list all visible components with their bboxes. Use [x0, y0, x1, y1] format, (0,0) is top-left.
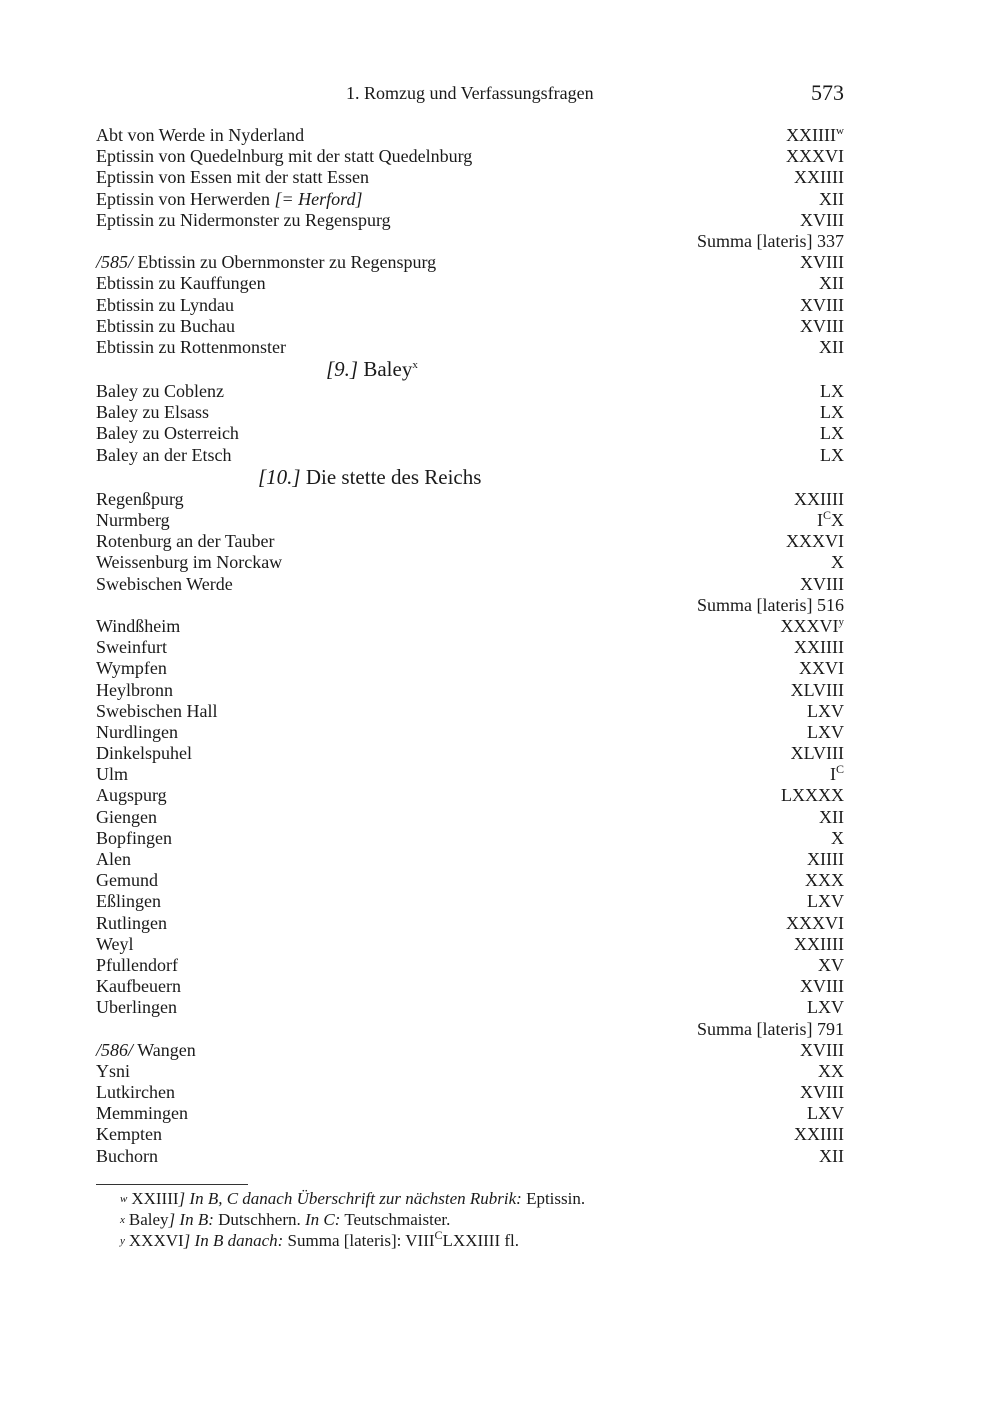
- list-item: [96, 445, 844, 466]
- footnote-apparatus: ] In B danach:: [183, 1231, 284, 1250]
- list-item: [96, 423, 844, 444]
- contribution-list: [96, 125, 844, 1167]
- item-label: Eptissin von Essen mit der statt Essen: [96, 167, 369, 188]
- value-text: X: [831, 827, 844, 848]
- list-item: [96, 252, 844, 273]
- item-label: Swebischen Hall: [96, 700, 218, 721]
- value-text: XXXVI: [786, 531, 844, 552]
- item-value: [819, 189, 844, 210]
- value-text: LXV: [807, 891, 844, 912]
- item-label: Wympfen: [96, 658, 167, 679]
- value-text: XVIII: [800, 315, 844, 336]
- item-name: [96, 997, 177, 1017]
- value-text: XVIII: [800, 976, 844, 997]
- item-value: [791, 743, 844, 764]
- footnote-ref: y: [838, 615, 844, 628]
- list-item: [96, 489, 844, 510]
- item-label: Dinkelspuhel: [96, 743, 192, 764]
- value-text: XXVI: [799, 658, 844, 679]
- item-value: [794, 637, 844, 658]
- item-name: [96, 489, 184, 509]
- value-superscript: C: [835, 762, 844, 777]
- item-label: Pfullendorf: [96, 954, 178, 975]
- value-text: LX: [820, 423, 844, 444]
- item-label: Ebtissin zu Rottenmonster: [96, 336, 286, 357]
- item-value: [807, 849, 844, 870]
- item-label: Nurmberg: [96, 510, 170, 530]
- section-title: Baley: [358, 357, 413, 382]
- item-name: [96, 1103, 188, 1123]
- list-item: [96, 616, 844, 637]
- item-label: Augspurg: [96, 785, 167, 806]
- list-item: [96, 510, 844, 531]
- value-text: LXXXX: [781, 785, 844, 806]
- value-text: XXIIII: [794, 167, 844, 188]
- list-item: [96, 764, 844, 785]
- item-value: [817, 510, 844, 531]
- item-label: Eptissin von Herwerden: [96, 188, 270, 209]
- list-item: [96, 167, 844, 188]
- list-item: [96, 680, 844, 701]
- running-header: [96, 80, 844, 106]
- item-value: [786, 913, 844, 934]
- item-value: [819, 807, 844, 828]
- item-name: [96, 402, 209, 422]
- item-name: [96, 316, 235, 336]
- item-value: [818, 1061, 844, 1082]
- list-item: [96, 273, 844, 294]
- item-name: [96, 531, 275, 551]
- item-name: [96, 701, 217, 721]
- item-name: [96, 849, 131, 869]
- item-name: [96, 658, 167, 678]
- page-reference: /586/: [96, 1039, 134, 1060]
- list-item: [96, 976, 844, 997]
- item-label: Ebtissin zu Buchau: [96, 315, 235, 336]
- item-value: [800, 574, 844, 595]
- item-label: Wangen: [133, 1039, 196, 1060]
- value-text: XLVIII: [790, 743, 844, 764]
- value-text: LXV: [807, 997, 844, 1018]
- item-label: Rutlingen: [96, 912, 167, 933]
- footnote-lemma: XXXVI: [128, 1231, 184, 1250]
- item-name: [96, 445, 231, 465]
- footnote-apparatus-2: In C:: [305, 1210, 341, 1229]
- footnote-ref: w: [836, 125, 844, 137]
- value-text: XVIII: [800, 294, 844, 315]
- item-label: Baley zu Osterreich: [96, 423, 239, 444]
- value-text: XXXVI: [786, 146, 844, 167]
- value-text: LX: [820, 444, 844, 465]
- item-name: [96, 637, 167, 657]
- section-heading: [96, 466, 844, 489]
- item-name: [96, 1146, 158, 1166]
- value-text: I: [829, 764, 836, 785]
- section-heading: [96, 358, 844, 381]
- value-text: LXV: [807, 700, 844, 721]
- item-value: [794, 167, 844, 188]
- item-label: Baley an der Etsch: [96, 444, 232, 465]
- item-label: Giengen: [96, 806, 157, 827]
- list-item: [96, 1124, 844, 1145]
- item-value: [800, 252, 844, 273]
- item-value: [800, 210, 844, 231]
- item-label: Eptissin zu Nidermonster zu Regenspurg: [96, 209, 391, 230]
- value-text: XX: [818, 1060, 844, 1081]
- item-label: Baley zu Elsass: [96, 402, 209, 423]
- list-item: [96, 955, 844, 976]
- footnote-text: Summa [lateris]: VIII: [283, 1231, 435, 1250]
- running-title: 1. Romzug und Verfassungsfragen: [346, 83, 594, 103]
- item-value: [781, 785, 844, 806]
- item-label: Baley zu Coblenz: [96, 381, 224, 402]
- item-label: Ebtissin zu Obernmonster zu Regenspurg: [133, 252, 437, 273]
- list-item: [96, 785, 844, 806]
- item-value: [831, 828, 844, 849]
- item-label: Heylbronn: [96, 679, 173, 700]
- list-item: [96, 849, 844, 870]
- list-item: [96, 316, 844, 337]
- item-value: [800, 295, 844, 316]
- item-label: Lutkirchen: [96, 1082, 175, 1103]
- item-name: [96, 273, 266, 293]
- item-label: Ulm: [96, 764, 129, 785]
- footnote-x: [120, 1209, 820, 1230]
- item-name: [96, 913, 167, 933]
- item-value: [781, 616, 845, 637]
- item-label: Sweinfurt: [96, 637, 167, 658]
- value-text: I: [816, 510, 823, 530]
- list-item: [96, 210, 844, 231]
- value-text: XXXVI: [780, 615, 839, 636]
- page-sum: Summa [lateris] 791: [697, 1018, 844, 1039]
- item-label: Uberlingen: [96, 997, 177, 1018]
- footnote-text: Eptissin.: [521, 1189, 586, 1208]
- footnote-text: Dutschhern.: [213, 1210, 305, 1229]
- item-label: Rotenburg an der Tauber: [96, 531, 275, 552]
- value-text: XXIIII: [794, 488, 844, 509]
- item-label: Weissenburg im Norckaw: [96, 552, 283, 573]
- value-text: XIIII: [807, 849, 844, 869]
- list-item: [96, 828, 844, 849]
- list-item: [96, 913, 844, 934]
- list-item: [96, 997, 844, 1018]
- editorial-note: [= Herford]: [269, 188, 363, 209]
- item-label: Eßlingen: [96, 891, 161, 912]
- footnote-y: [120, 1230, 820, 1251]
- item-name: [96, 337, 286, 357]
- value-text: XVIII: [800, 209, 844, 230]
- item-label: Alen: [96, 849, 131, 869]
- item-name: [96, 1124, 162, 1144]
- item-label: Windßheim: [96, 615, 181, 636]
- item-label: Gemund: [96, 870, 158, 891]
- item-value: [820, 445, 844, 466]
- item-label: Eptissin von Quedelnburg mit der statt Quedelnburg: [96, 146, 473, 167]
- item-label: Ysni: [96, 1060, 131, 1081]
- list-item: [96, 295, 844, 316]
- item-value: [819, 337, 844, 358]
- item-label: Ebtissin zu Lyndau: [96, 294, 234, 315]
- item-name: [96, 870, 158, 890]
- item-name: [96, 680, 173, 700]
- item-name: [96, 189, 362, 209]
- value-text: LX: [820, 381, 844, 402]
- value-text-after: X: [831, 510, 844, 530]
- item-value: [786, 146, 844, 167]
- item-name: [96, 1040, 196, 1060]
- item-value: [800, 1040, 844, 1061]
- list-item: [96, 891, 844, 912]
- value-superscript: C: [822, 508, 831, 522]
- footnote-ref: x: [412, 359, 418, 372]
- item-value: [800, 1082, 844, 1103]
- list-item: [96, 1146, 844, 1167]
- item-value: [820, 381, 844, 402]
- list-item: [96, 870, 844, 891]
- list-item: [96, 743, 844, 764]
- footnote-lemma: Baley: [128, 1210, 169, 1229]
- item-name: [96, 828, 172, 848]
- item-label: Abt von Werde in Nyderland: [96, 125, 305, 145]
- item-label: Bopfingen: [96, 827, 172, 848]
- footnotes: [120, 1188, 820, 1251]
- item-label: Weyl: [96, 933, 134, 954]
- section-number: [10.]: [258, 464, 301, 489]
- list-item: [96, 658, 844, 679]
- footnote-w: [120, 1188, 820, 1209]
- value-text: XII: [819, 273, 844, 294]
- footnote-superscript: C: [434, 1228, 443, 1242]
- item-name: [96, 146, 472, 166]
- item-value: [830, 764, 844, 785]
- item-name: [96, 1082, 175, 1102]
- item-name: [96, 807, 157, 827]
- item-label: Swebischen Werde: [96, 573, 233, 594]
- value-text: LXV: [807, 1103, 844, 1124]
- item-value: [800, 976, 844, 997]
- value-text: XXIIII: [786, 125, 837, 145]
- item-name: [96, 616, 180, 636]
- page-number: 573: [811, 80, 844, 105]
- list-item: [96, 146, 844, 167]
- value-text: XII: [819, 1145, 844, 1166]
- list-item: [96, 637, 844, 658]
- item-value: [807, 891, 844, 912]
- list-item: [96, 574, 844, 595]
- item-value: [794, 489, 844, 510]
- item-name: [96, 423, 239, 443]
- item-value: [818, 955, 844, 976]
- list-item: [96, 402, 844, 423]
- list-item: [96, 701, 844, 722]
- value-text: XII: [819, 188, 844, 209]
- item-value: [786, 531, 844, 552]
- value-text: XXIIII: [794, 637, 844, 658]
- item-value: [820, 402, 844, 423]
- item-label: Kaufbeuern: [96, 976, 181, 997]
- value-text: LXV: [807, 721, 844, 742]
- item-name: [96, 552, 282, 572]
- item-name: [96, 764, 128, 784]
- value-text: XVIII: [800, 573, 844, 594]
- page-reference: /585/: [96, 252, 134, 273]
- item-label: Ebtissin zu Kauffungen: [96, 273, 266, 294]
- item-name: [96, 891, 161, 911]
- list-item: [96, 1082, 844, 1103]
- list-item: [96, 125, 844, 146]
- footnote-apparatus: ] In B:: [168, 1210, 214, 1229]
- item-value: [794, 1124, 844, 1145]
- item-name: [96, 955, 178, 975]
- item-label: Buchorn: [96, 1145, 158, 1166]
- item-value: [807, 997, 844, 1018]
- item-value: [807, 722, 844, 743]
- item-value: [799, 658, 844, 679]
- item-value: [807, 1103, 844, 1124]
- page-sum: Summa [lateris] 516: [697, 594, 844, 615]
- item-label: Nurdlingen: [96, 721, 178, 742]
- list-item: [96, 337, 844, 358]
- item-value: [807, 701, 844, 722]
- item-name: [96, 722, 178, 742]
- footnote-marker: x: [120, 1214, 125, 1226]
- value-text: XII: [819, 336, 844, 357]
- value-text: XVIII: [800, 1082, 844, 1103]
- value-text: XV: [818, 954, 844, 975]
- item-name: [96, 743, 192, 763]
- footnote-rule: [96, 1184, 248, 1185]
- list-item: [96, 1040, 844, 1061]
- footnote-lemma: XXIIII: [131, 1189, 179, 1208]
- footnote-marker: w: [120, 1193, 128, 1205]
- item-name: [96, 510, 170, 530]
- item-value: [794, 934, 844, 955]
- item-value: [820, 423, 844, 444]
- item-value: [800, 316, 844, 337]
- item-value: [831, 552, 844, 573]
- list-item: [96, 1103, 844, 1124]
- item-value: [819, 1146, 844, 1167]
- value-text: XXXVI: [786, 912, 844, 933]
- item-label: Kempten: [96, 1124, 162, 1145]
- value-text: XVIII: [800, 1039, 844, 1060]
- footnote-apparatus: ] In B, C danach Überschrift zur nächsten Rubrik:: [178, 1189, 522, 1208]
- value-text: XVIII: [800, 252, 844, 273]
- list-item: [96, 552, 844, 573]
- item-name: [96, 210, 391, 230]
- item-value: [805, 870, 844, 891]
- item-label: Memmingen: [96, 1103, 188, 1124]
- list-item: [96, 934, 844, 955]
- list-item: [96, 381, 844, 402]
- item-value: [819, 273, 844, 294]
- value-text: XXX: [805, 870, 844, 891]
- list-item: [96, 722, 844, 743]
- item-name: [96, 295, 234, 315]
- item-name: [96, 785, 167, 805]
- item-value: [786, 125, 844, 146]
- value-text: XII: [819, 806, 844, 827]
- value-text: LX: [820, 402, 844, 423]
- list-item: [96, 1061, 844, 1082]
- list-item: [96, 807, 844, 828]
- section-title: Die stette des Reichs: [300, 464, 482, 489]
- value-text: XXIIII: [794, 1124, 844, 1145]
- footnote-text-2: LXXIIII fl.: [442, 1231, 520, 1250]
- item-name: [96, 976, 181, 996]
- item-name: [96, 934, 134, 954]
- item-label: Regenßpurg: [96, 488, 184, 509]
- section-number: [9.]: [326, 357, 359, 382]
- list-item: [96, 189, 844, 210]
- item-name: [96, 167, 369, 187]
- footnote-text-2: Teutschmaister.: [340, 1210, 451, 1229]
- value-text: X: [831, 552, 844, 573]
- item-value: [791, 680, 844, 701]
- page-sum: Summa [lateris] 337: [697, 230, 844, 251]
- item-name: [96, 381, 224, 401]
- list-item: [96, 531, 844, 552]
- item-name: [96, 125, 304, 145]
- item-name: [96, 574, 233, 594]
- item-name: [96, 1061, 130, 1081]
- item-name: [96, 252, 436, 272]
- footnote-marker: y: [120, 1235, 125, 1247]
- value-text: XLVIII: [790, 679, 844, 700]
- value-text: XXIIII: [794, 933, 844, 954]
